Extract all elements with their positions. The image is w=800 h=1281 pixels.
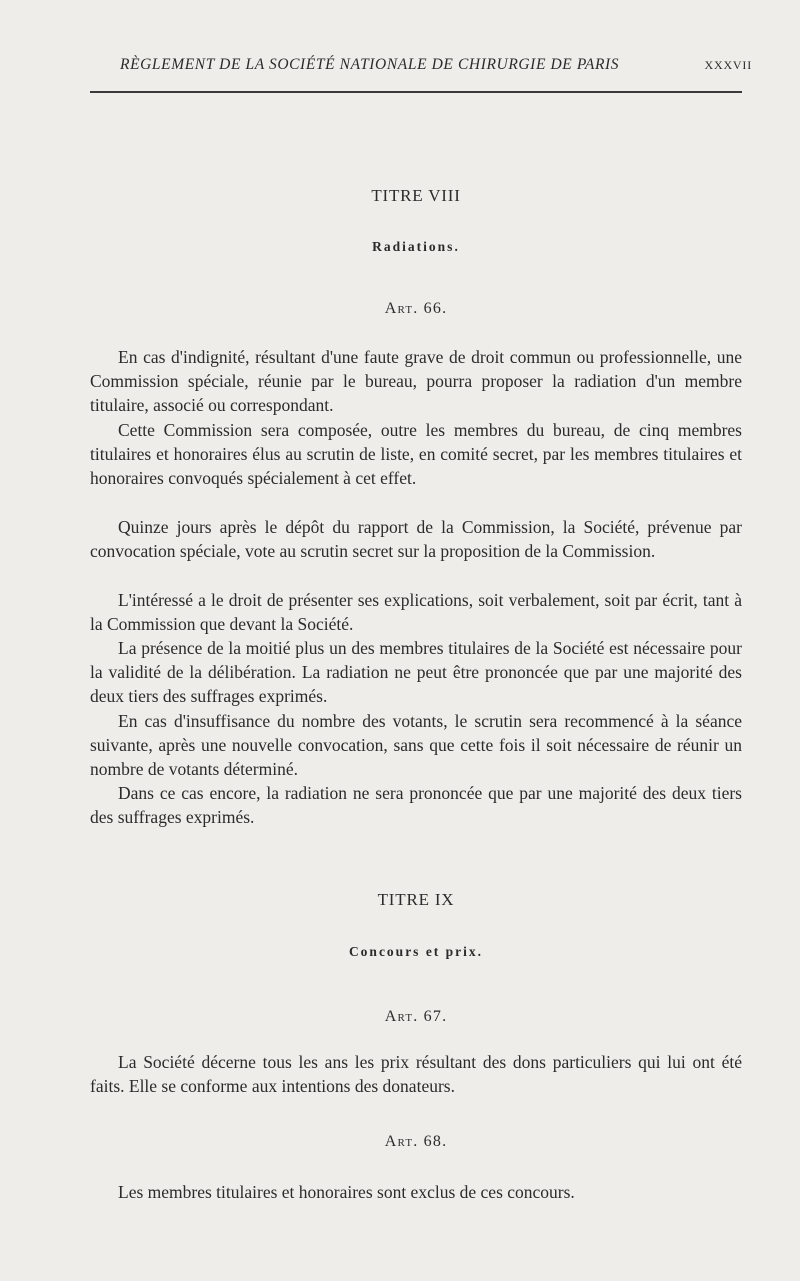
art-66-paragraph-1: En cas d'indignité, résultant d'une faute grave de droit commun ou professionnelle, une Commission spéciale, réunie par le bureau, pourra proposer la radiation d'un membre titulaire, associé ou correspondant. (90, 347, 742, 416)
running-header (90, 56, 752, 80)
art-66-paragraph-5: La présence de la moitié plus un des membres titulaires de la Société est nécessaire pour la validité de la délibération. La radiation ne peut être prononcée que par une majorité des deux tiers des suffrages exprimés. (90, 638, 742, 707)
article-68-label-text: Art. 68. (384, 1133, 448, 1150)
titre-8-subtitle: Radiations. (372, 239, 460, 254)
titre-8-heading: TITRE VIII (371, 186, 461, 205)
article-67-label (90, 1008, 742, 1026)
article-66-label (90, 300, 742, 318)
titre-9-subtitle: Concours et prix. (348, 944, 484, 959)
article-66-label-text: Art. 66. (384, 300, 448, 317)
art-68-paragraph-1: Les membres titulaires et honoraires sont exclus de ces concours. (118, 1182, 575, 1202)
article-68-label (90, 1133, 742, 1151)
article-67-label-text: Art. 67. (384, 1008, 448, 1025)
art-66-paragraph-6: En cas d'insuffisance du nombre des votants, le scrutin sera recommencé à la séance suivante, après une nouvelle convocation, sans que cette fois il soit nécessaire de réunir un nombre de votants déterminé. (90, 711, 742, 780)
running-title: RÈGLEMENT DE LA SOCIÉTÉ NATIONALE DE CHIRURGIE DE PARIS (120, 56, 620, 73)
art-66-paragraph-2: Cette Commission sera composée, outre les membres du bureau, de cinq membres titulaires et honoraires élus au scrutin de liste, en comité secret, par les membres titulaires et honoraires convoqués spécialement à cet effet. (90, 420, 742, 489)
art-66-paragraph-7: Dans ce cas encore, la radiation ne sera prononcée que par une majorité des deux tiers des suffrages exprimés. (90, 783, 742, 828)
art-67-paragraph-1: La Société décerne tous les ans les prix résultant des dons particuliers qui lui ont été faits. Elle se conforme aux intentions des donateurs. (90, 1052, 742, 1097)
header-rule (90, 91, 742, 93)
art-66-paragraph-3: Quinze jours après le dépôt du rapport de la Commission, la Société, prévenue par convocation spéciale, vote au scrutin secret sur la proposition de la Commission. (90, 517, 742, 562)
art-66-paragraph-4: L'intéressé a le droit de présenter ses explications, soit verbalement, soit par écrit, tant à la Commission que devant la Société. (90, 590, 742, 635)
page-number: XXXVII (704, 58, 752, 72)
titre-9-heading: TITRE IX (377, 890, 455, 909)
